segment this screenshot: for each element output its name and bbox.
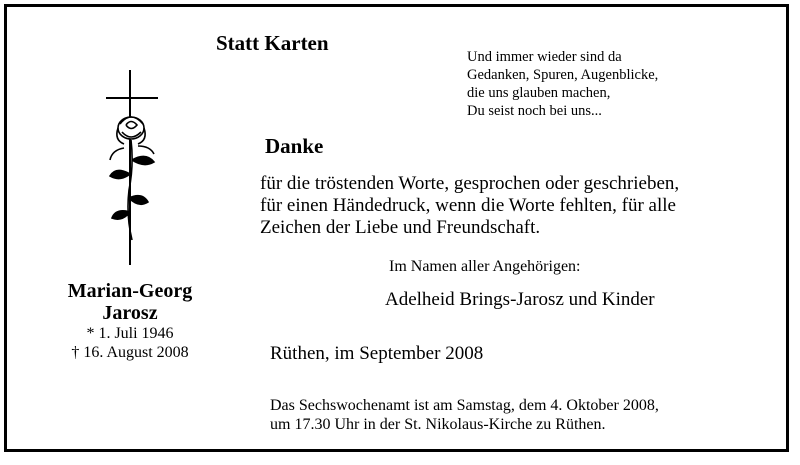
notice-line: Das Sechswochenamt ist am Samstag, dem 4. Oktober 2008,: [270, 397, 659, 414]
deceased-last-name: Jarosz: [102, 302, 158, 324]
thanks-line: für die tröstenden Worte, gesprochen oder geschrieben,: [260, 173, 680, 194]
birth-date: * 1. Juli 1946: [86, 325, 174, 342]
poem-line: die uns glauben machen,: [467, 85, 611, 101]
thanks-line: Zeichen der Liebe und Freundschaft.: [260, 217, 541, 238]
thanks-heading: Danke: [265, 134, 324, 158]
signoff-names: Adelheid Brings-Jarosz und Kinder: [385, 289, 655, 310]
service-notice: [270, 396, 659, 434]
poem-line: Du seist noch bei uns...: [467, 103, 602, 119]
thanks-text: [260, 173, 679, 239]
notice-line: um 17.30 Uhr in der St. Nikolaus-Kirche zu Rüthen.: [270, 416, 606, 433]
poem-line: Und immer wieder sind da: [467, 49, 622, 65]
cross-with-rose-icon: [104, 70, 164, 265]
poem: [467, 48, 658, 120]
card-header: Statt Karten: [216, 31, 329, 55]
death-date: † 16. August 2008: [71, 344, 189, 361]
thanks-line: für einen Händedruck, wenn die Worte fehlten, für alle: [260, 195, 676, 216]
deceased-first-name: Marian-Georg: [67, 280, 193, 302]
place-date: Rüthen, im September 2008: [270, 343, 484, 364]
signoff-intro: Im Namen aller Angehörigen:: [389, 258, 581, 275]
deceased-info: [40, 280, 220, 362]
poem-line: Gedanken, Spuren, Augenblicke,: [467, 67, 659, 83]
